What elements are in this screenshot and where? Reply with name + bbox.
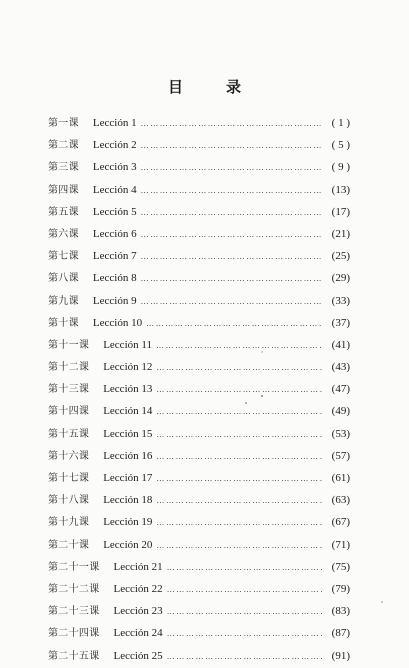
page-number: (47) xyxy=(331,383,350,396)
chapter-label: 第一课 xyxy=(48,118,79,129)
dot-leader xyxy=(141,291,322,313)
toc-entry[interactable] xyxy=(48,378,350,400)
dot-leader xyxy=(167,557,322,579)
toc-entry[interactable] xyxy=(48,511,350,533)
page-number: ( 5 ) xyxy=(331,139,350,152)
page-number: (91) xyxy=(331,649,350,662)
page-number: (33) xyxy=(331,294,350,307)
toc-entry[interactable] xyxy=(48,400,350,422)
chapter-label: 第十三课 xyxy=(48,384,90,396)
toc-entry[interactable] xyxy=(48,179,350,201)
toc-entry[interactable] xyxy=(48,334,350,356)
lesson-title: Lección 9 xyxy=(92,294,137,307)
chapter-label: 第八课 xyxy=(48,273,79,285)
page-number: (71) xyxy=(331,538,350,551)
page-number: (13) xyxy=(331,183,350,196)
lesson-title: Lección 2 xyxy=(92,139,137,152)
chapter-label: 第二十五课 xyxy=(48,650,100,662)
dot-leader xyxy=(156,468,322,490)
speck xyxy=(381,601,382,602)
page-number: (41) xyxy=(331,338,350,351)
dot-leader xyxy=(156,424,322,446)
toc-entry[interactable] xyxy=(48,489,350,511)
toc-entry[interactable] xyxy=(48,356,350,378)
table-of-contents xyxy=(48,112,350,667)
chapter-label: 第十六课 xyxy=(48,450,90,462)
lesson-title: Lección 4 xyxy=(92,183,137,196)
chapter-label: 第六课 xyxy=(48,228,79,240)
page-number: (25) xyxy=(331,250,350,263)
page-number: (87) xyxy=(331,627,350,640)
toc-entry[interactable] xyxy=(48,223,350,245)
lesson-title: Lección 13 xyxy=(103,383,153,396)
page-number: (61) xyxy=(331,472,350,484)
toc-entry[interactable] xyxy=(48,622,350,644)
dot-leader xyxy=(156,379,322,401)
page-number: (53) xyxy=(331,427,350,440)
toc-entry[interactable] xyxy=(48,312,350,334)
lesson-title: Lección 10 xyxy=(92,316,143,329)
page-number: (57) xyxy=(331,449,350,462)
dot-leader xyxy=(167,601,322,623)
dot-leader xyxy=(167,623,322,645)
page-number: ( 9 ) xyxy=(331,161,350,174)
dot-leader xyxy=(156,357,322,379)
lesson-title: Lección 6 xyxy=(92,227,137,240)
dot-leader xyxy=(141,202,322,224)
dot-leader xyxy=(141,246,322,268)
dot-leader xyxy=(141,180,322,202)
page-number: (49) xyxy=(331,405,350,418)
lesson-title: Lección 3 xyxy=(92,161,137,174)
chapter-label: 第十九课 xyxy=(48,517,90,529)
toc-entry[interactable] xyxy=(48,556,350,578)
page-number: (75) xyxy=(331,560,350,573)
toc-entry[interactable] xyxy=(48,534,350,556)
lesson-title: Lección 23 xyxy=(113,605,163,618)
chapter-label: 第四课 xyxy=(48,184,79,196)
toc-entry[interactable] xyxy=(48,245,350,267)
dot-leader xyxy=(156,335,322,357)
dot-leader xyxy=(156,446,322,468)
lesson-title: Lección 12 xyxy=(103,361,153,374)
page-number: (43) xyxy=(331,361,350,374)
lesson-title: Lección 21 xyxy=(113,560,163,573)
chapter-label: 第二十课 xyxy=(48,539,90,551)
toc-entry[interactable] xyxy=(48,290,350,312)
chapter-label: 第十七课 xyxy=(48,473,90,484)
dot-leader xyxy=(141,224,322,246)
lesson-title: Lección 11 xyxy=(103,338,152,351)
page-number: (21) xyxy=(331,227,350,240)
lesson-title: Lección 24 xyxy=(113,627,163,640)
page-number: ( 1 ) xyxy=(331,117,350,129)
lesson-title: Lección 8 xyxy=(92,272,137,285)
chapter-label: 第二十二课 xyxy=(48,583,100,595)
chapter-label: 第十二课 xyxy=(48,362,90,374)
chapter-label: 第二十一课 xyxy=(48,561,100,573)
dot-leader xyxy=(167,646,322,668)
lesson-title: Lección 25 xyxy=(113,649,163,662)
lesson-title: Lección 17 xyxy=(103,472,153,484)
page-number: (79) xyxy=(331,582,350,595)
lesson-title: Lección 14 xyxy=(103,405,153,418)
toc-entry[interactable] xyxy=(48,645,350,667)
page-number: (37) xyxy=(331,316,350,329)
chapter-label: 第九课 xyxy=(48,295,79,307)
toc-entry[interactable] xyxy=(48,201,350,223)
chapter-label: 第二十三课 xyxy=(48,606,100,618)
chapter-label: 第十一课 xyxy=(48,339,90,351)
dot-leader xyxy=(156,535,322,557)
chapter-label: 第十八课 xyxy=(48,495,90,507)
toc-entry[interactable] xyxy=(48,578,350,600)
dot-leader xyxy=(156,401,322,423)
dot-leader xyxy=(156,490,322,512)
lesson-title: Lección 22 xyxy=(113,582,163,595)
chapter-label: 第五课 xyxy=(48,206,79,218)
toc-entry[interactable] xyxy=(48,112,350,134)
page-number: (67) xyxy=(331,516,350,529)
dot-leader xyxy=(141,157,322,179)
chapter-label: 第三课 xyxy=(48,162,79,174)
dot-leader xyxy=(146,313,322,335)
dot-leader xyxy=(167,579,322,601)
page-number: (63) xyxy=(331,494,350,507)
toc-entry[interactable] xyxy=(48,134,350,156)
chapter-label: 第十课 xyxy=(48,317,79,329)
page-title: 目 录 xyxy=(167,78,255,96)
page-number: (17) xyxy=(331,205,350,218)
lesson-title: Lección 19 xyxy=(103,516,153,529)
dot-leader xyxy=(156,512,322,534)
lesson-title: Lección 15 xyxy=(103,427,153,440)
chapter-label: 第二十四课 xyxy=(48,628,100,640)
dot-leader xyxy=(141,135,322,157)
dot-leader xyxy=(141,113,322,135)
page-number: (83) xyxy=(331,605,350,618)
lesson-title: Lección 16 xyxy=(103,449,153,462)
lesson-title: Lección 20 xyxy=(103,538,153,551)
toc-entry[interactable] xyxy=(48,267,350,289)
toc-entry[interactable] xyxy=(48,600,350,622)
toc-entry[interactable] xyxy=(48,445,350,467)
chapter-label: 第七课 xyxy=(48,251,79,263)
lesson-title: Lección 1 xyxy=(92,117,137,129)
chapter-label: 第二课 xyxy=(48,140,79,152)
lesson-title: Lección 18 xyxy=(103,494,153,507)
toc-entry[interactable] xyxy=(48,467,350,489)
toc-entry[interactable] xyxy=(48,156,350,178)
lesson-title: Lección 5 xyxy=(92,205,137,218)
chapter-label: 第十五课 xyxy=(48,428,90,440)
dot-leader xyxy=(141,268,322,290)
page-number: (29) xyxy=(331,272,350,285)
lesson-title: Lección 7 xyxy=(92,250,137,263)
chapter-label: 第十四课 xyxy=(48,406,90,418)
toc-entry[interactable] xyxy=(48,423,350,445)
